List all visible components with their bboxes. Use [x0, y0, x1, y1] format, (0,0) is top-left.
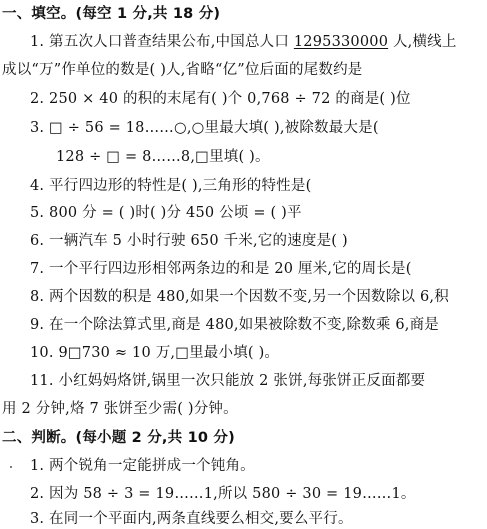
question-11-line-1: 11. 小红妈妈烙饼,锅里一次只能放 2 张饼,每张饼正反面都要 — [30, 373, 426, 389]
question-2: 2. 250 × 40 的积的末尾有( )个 0,768 ÷ 72 的商是( )位 — [30, 91, 411, 107]
question-1-suffix: 人,横线上 — [388, 34, 457, 50]
question-7: 7. 一个平行四边形相邻两条边的和是 20 厘米,它的周长是( — [30, 261, 412, 277]
section-1-heading: 一、填空。(每空 1 分,共 18 分) — [2, 6, 221, 22]
question-3-line-2: 128 ÷ □ = 8……8,□里填( )。 — [56, 149, 270, 165]
question-11-line-2: 用 2 分钟,烙 7 张饼至少需( )分钟。 — [2, 401, 238, 417]
population-number: 1295330000 — [293, 34, 389, 50]
question-3-line-1: 3. □ ÷ 56 = 18……○,○里最大填( ),被除数最大是( — [30, 120, 379, 136]
question-5: 5. 800 分 = ( )时( )分 450 公顷 = ( )平 — [30, 205, 302, 221]
question-1-line-2: 成以“万”作单位的数是( )人,省略“亿”位后面的尾数约是 — [2, 62, 363, 78]
section-2-heading: 二、判断。(每小题 2 分,共 10 分) — [2, 430, 235, 446]
question-1-prefix: 1. 第五次人口普查结果公布,中国总人口 — [30, 34, 294, 50]
question-6: 6. 一辆汽车 5 小时行驶 650 千米,它的速度是( ) — [30, 233, 348, 249]
question-9: 9. 在一个除法算式里,商是 480,如果被除数不变,除数乘 6,商是 — [30, 317, 439, 333]
question-10: 10. 9□730 ≈ 10 万,□里最小填( )。 — [30, 345, 280, 361]
judgement-1: 1. 两个锐角一定能拼成一个钝角。 — [30, 458, 255, 474]
question-1-line-1 — [30, 32, 457, 52]
judgement-3: 3. 在同一个平面内,两条直线要么相交,要么平行。 — [30, 511, 353, 527]
judgement-2: 2. 因为 58 ÷ 3 = 19……1,所以 580 ÷ 30 = 19……1。 — [30, 486, 416, 502]
question-4: 4. 平行四边形的特性是( ),三角形的特性是( — [30, 178, 312, 194]
scan-speck — [10, 466, 12, 468]
question-8: 8. 两个因数的积是 480,如果一个因数不变,另一个因数除以 6,积 — [30, 289, 449, 305]
